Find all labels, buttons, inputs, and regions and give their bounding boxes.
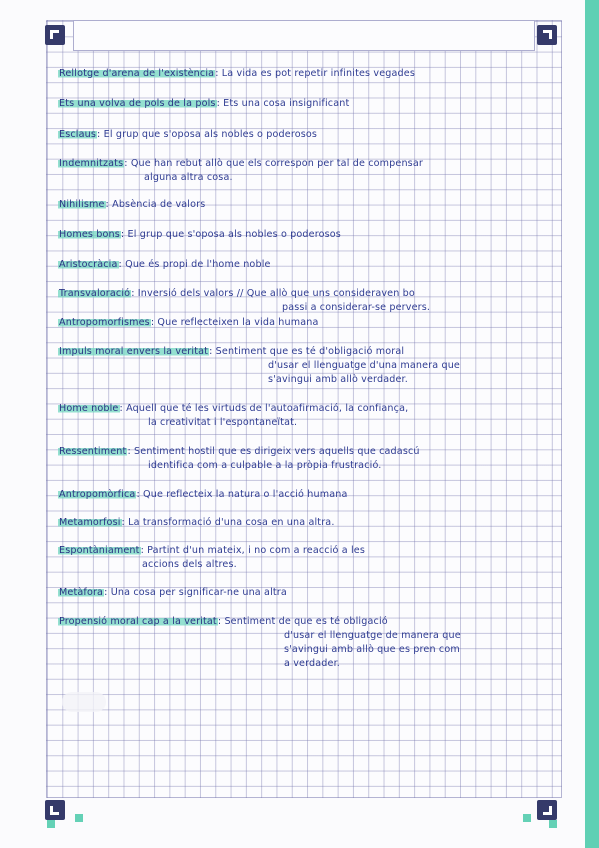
glossary-entry: Indemnitzats: Que han rebut allò que els correspon per tal de compensar alguna altra cosa. bbox=[58, 157, 550, 185]
corner-dot bbox=[549, 820, 557, 828]
glossary-entry: Aristocràcia: Que és propi de l'home noble bbox=[59, 259, 271, 270]
corner-mark-icon bbox=[537, 25, 557, 45]
entry-term: Indemnitzats bbox=[59, 158, 124, 169]
entry-term: Homes bons bbox=[59, 229, 120, 240]
entry-definition-cont: la creativitat i l'espontaneïtat. bbox=[148, 417, 298, 428]
entry-term: Ets una volva de pols de la pols bbox=[59, 98, 216, 109]
glossary-entry: Metàfora: Una cosa per significar-ne una altra bbox=[59, 587, 287, 598]
entry-term: Antropomòrfica bbox=[59, 489, 136, 500]
entry-definition: Sentiment de que es té obligació bbox=[224, 616, 388, 627]
glossary-entry: Transvaloració: Inversió dels valors // Que allò que uns consideraven bo passi a considerar-se pervers. bbox=[58, 287, 550, 315]
entry-definition: Absència de valors bbox=[112, 199, 206, 210]
entry-definition: Inversió dels valors // Que allò que uns consideraven bo bbox=[137, 288, 415, 299]
smudge bbox=[62, 692, 106, 712]
glossary-entry: Homes bons: El grup que s'oposa als nobles o poderosos bbox=[59, 229, 341, 240]
entry-term: Impuls moral envers la veritat bbox=[59, 346, 209, 357]
entry-term: Home noble bbox=[59, 403, 119, 414]
entry-term: Rellotge d'arena de l'existència bbox=[59, 68, 215, 79]
glossary-entry: Antropomorfismes: Que reflecteixen la vida humana bbox=[59, 317, 319, 328]
entry-definition-cont: identifica com a culpable a la pròpia frustració. bbox=[148, 460, 382, 471]
entry-definition: Que reflecteixen la vida humana bbox=[157, 317, 319, 328]
entry-term: Antropomorfismes bbox=[59, 317, 150, 328]
entry-term: Aristocràcia bbox=[59, 259, 118, 270]
glossary-entry: Ets una volva de pols de la pols: Ets una cosa insignificant bbox=[59, 98, 350, 109]
glossary-entry: Home noble: Aquell que té les virtuds de l'autoafirmació, la confiança, la creativitat i l'espontaneïtat. bbox=[58, 402, 550, 430]
entry-definition: Sentiment hostil que es dirigeix vers aquells que cadascú bbox=[134, 446, 420, 457]
entry-definition: El grup que s'oposa als nobles o poderosos bbox=[127, 229, 341, 240]
entry-term: Metamorfosi bbox=[59, 517, 121, 528]
entry-definition: Que reflecteix la natura o l'acció humana bbox=[143, 489, 348, 500]
corner-mark-icon bbox=[537, 800, 557, 820]
entry-definition: La vida es pot repetir infinites vegades bbox=[221, 68, 415, 79]
corner-dot bbox=[523, 814, 531, 822]
entry-definition-cont: accions dels altres. bbox=[142, 559, 237, 570]
entry-definition: Que és propi de l'home noble bbox=[125, 259, 271, 270]
entry-definition-cont: d'usar el llenguatge d'una manera que bbox=[268, 360, 460, 371]
entry-term: Espontàniament bbox=[59, 545, 140, 556]
entry-term: Nihilisme bbox=[59, 199, 105, 210]
glossary-entry: Antropomòrfica: Que reflecteix la natura o l'acció humana bbox=[59, 489, 348, 500]
glossary-entry: Rellotge d'arena de l'existència: La vida es pot repetir infinites vegades bbox=[59, 68, 415, 79]
corner-dot bbox=[47, 820, 55, 828]
entry-definition: Partint d'un mateix, i no com a reacció a les bbox=[147, 545, 365, 556]
glossary-entry: Impuls moral envers la veritat: Sentiment que es té d'obligació moral d'usar el llenguatge d'una manera que s'avingui amb allò verdader. bbox=[58, 345, 550, 387]
entry-definition-cont: passi a considerar-se pervers. bbox=[282, 302, 431, 313]
entry-term: Metàfora bbox=[59, 587, 104, 598]
entry-definition: La transformació d'una cosa en una altra. bbox=[128, 517, 335, 528]
entry-definition: Sentiment que es té d'obligació moral bbox=[215, 346, 405, 357]
entry-term: Transvaloració bbox=[59, 288, 131, 299]
glossary-entry: Propensió moral cap a la veritat: Sentiment de que es té obligació d'usar el llenguatge de manera que s'avingui amb allò que es pren com a verdader. bbox=[58, 615, 550, 671]
entry-definition-cont: s'avingui amb allò verdader. bbox=[268, 374, 408, 385]
entry-term: Ressentiment bbox=[59, 446, 127, 457]
glossary-entry: Metamorfosi: La transformació d'una cosa en una altra. bbox=[59, 517, 335, 528]
entry-definition: Ets una cosa insignificant bbox=[223, 98, 350, 109]
title-box bbox=[73, 20, 535, 51]
entry-definition-cont: alguna altra cosa. bbox=[144, 172, 233, 183]
entry-term: Esclaus bbox=[59, 129, 97, 140]
entry-definition: Que han rebut allò que els correspon per tal de compensar bbox=[130, 158, 423, 169]
glossary-entry: Nihilisme: Absència de valors bbox=[59, 199, 206, 210]
entry-definition-cont: a verdader. bbox=[284, 658, 341, 669]
corner-dot bbox=[75, 814, 83, 822]
glossary-entry: Ressentiment: Sentiment hostil que es dirigeix vers aquells que cadascú identifica com a culpable a la pròpia frustració. bbox=[58, 445, 550, 473]
page-edge-strip bbox=[585, 0, 599, 848]
glossary-entry: Esclaus: El grup que s'oposa als nobles o poderosos bbox=[59, 129, 318, 140]
entry-definition: Una cosa per significar-ne una altra bbox=[110, 587, 287, 598]
entry-definition-cont: d'usar el llenguatge de manera que bbox=[284, 630, 461, 641]
entry-definition: El grup que s'oposa als nobles o poderosos bbox=[103, 129, 318, 140]
entry-definition: Aquell que té les virtuds de l'autoafirmació, la confiança, bbox=[126, 403, 409, 414]
entry-definition-cont: s'avingui amb allò que es pren com bbox=[284, 644, 460, 655]
entry-term: Propensió moral cap a la veritat bbox=[59, 616, 217, 627]
glossary-entry: Espontàniament: Partint d'un mateix, i no com a reacció a les accions dels altres. bbox=[58, 544, 550, 572]
corner-mark-icon bbox=[45, 800, 65, 820]
corner-mark-icon bbox=[45, 25, 65, 45]
